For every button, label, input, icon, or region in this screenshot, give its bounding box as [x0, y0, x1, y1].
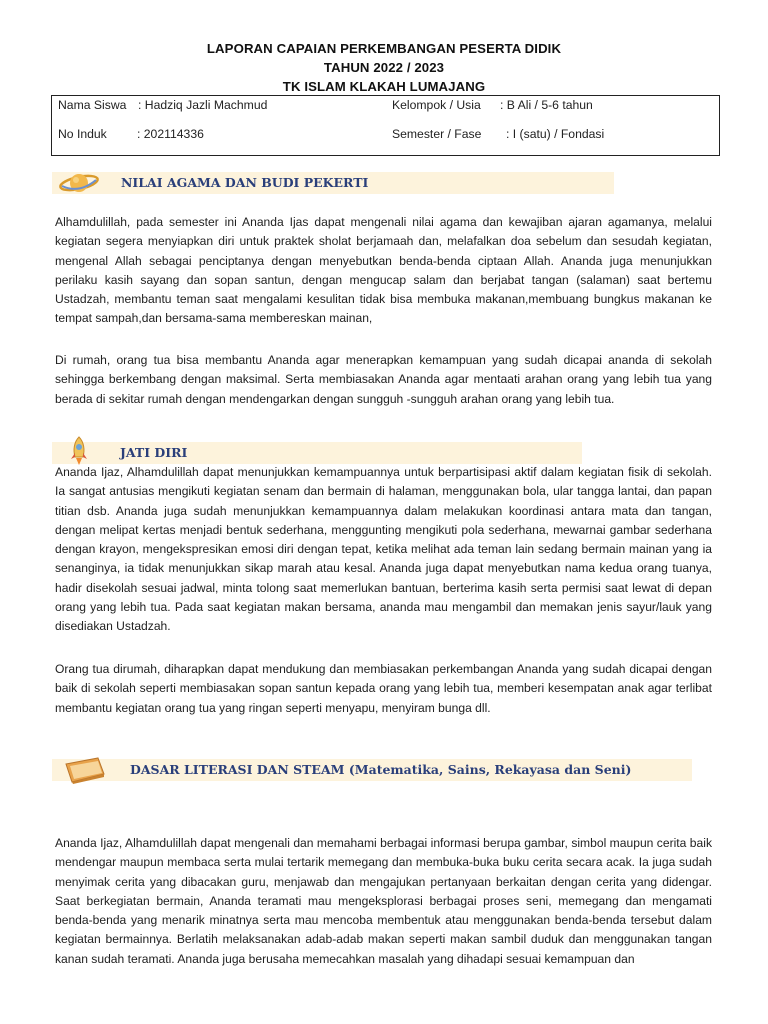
student-name-label: Nama Siswa: [58, 98, 127, 112]
planet-icon: [58, 168, 100, 203]
book-icon: [62, 756, 108, 789]
student-info-box: [51, 95, 720, 156]
student-induk-label: No Induk: [58, 127, 107, 141]
section-banner-agama: [52, 172, 614, 194]
agama-paragraph-2: Di rumah, orang tua bisa membantu Ananda agar menerapkan kemampuan yang sudah dicapai ananda di sekolah sehingga berkembang dengan maksimal. Serta membiasakan Ananda agar mentaati arahan orang yang lebih tua yang berada di sekitar rumah dengan mendengarkan dengan sungguh -sungguh arahan orang yang lebih tua.: [55, 353, 712, 406]
kelompok-value: : B Ali / 5-6 tahun: [500, 98, 593, 112]
section-title-agama: NILAI AGAMA DAN BUDI PEKERTI: [121, 175, 369, 190]
semester-label: Semester / Fase: [392, 127, 482, 141]
section-title-literasi: DASAR LITERASI DAN STEAM (Matematika, Sains, Rekayasa dan Seni): [130, 762, 632, 777]
literasi-paragraph-1: Ananda Ijaz, Alhamdulillah dapat mengenali dan memahami berbagai informasi berupa gambar, simbol maupun cerita baik mendengar maupun membaca serta mulai tertarik memegang dan membuka-buka buku cerita secara acak. Ia juga sudah menyimak cerita yang dibacakan guru, menjawab dan mengajukan pertanyaan berkaitan dengan cerita yang didengar. Saat berkegiatan bermain, Ananda teramati mau mengeksplorasi berbagai proses seni, memegang dan mengamati benda-benda yang menarik minatnya serta mau mencoba membentuk atau menggunakan benda-benda tersebut dalam kegiatan bermainnya. Berlatih melaksanakan adab-adab makan seperti makan sambil duduk dan menggunakan tangan kanan sudah teramati. Ananda juga berusaha memecahkan masalah yang dihadapi sesuai kemampuan dan: [55, 836, 712, 966]
section-title-jati-diri: JATI DIRI: [120, 445, 188, 460]
semester-row: [392, 127, 604, 141]
student-name-row: [58, 98, 267, 112]
section-banner-literasi: [52, 759, 692, 781]
section-banner-jati-diri: [52, 442, 582, 464]
student-induk-value: : 202114336: [137, 127, 204, 141]
report-title: LAPORAN CAPAIAN PERKEMBANGAN PESERTA DIDIK: [206, 41, 562, 56]
student-induk-row: [58, 127, 204, 141]
school-name: TK ISLAM KLAKAH LUMAJANG: [282, 79, 486, 94]
report-year: TAHUN 2022 / 2023: [323, 60, 445, 75]
jati-diri-paragraph-1: Ananda Ijaz, Alhamdulillah dapat menunjukkan kemampuannya untuk berpartisipasi aktif dalam kegiatan fisik di sekolah. Ia sangat antusias mengikuti kegiatan senam dan bermain di halaman, menggunakan bola, ular tangga lantai, dan papan titian dsb. Ananda juga sudah menunjukkan kemampuannya dalam melakukan koordinasi antara mata dan tangan, dengan melipat kertas menjadi bentuk sederhana, menggunting mengikuti pola sederhana, mewarnai gambar sederhana dengan krayon, mengekspresikan emosi diri dengan tepat, ketika melihat ada teman lain sedang bermain mainan yang ia senanginya, ia tidak menunjukkan sikap marah atau kesal. Ananda juga dapat menyebutkan nama kedua orang tuanya, hadir disekolah sesuai jadwal, minta tolong saat memerlukan bantuan, berterima kasih serta permisi saat lewat di depan orang yang lebih tua. Pada saat kegiatan makan bersama, ananda mau mengambil dan memakan jenis sayur/lauk yang disediakan Ustadzah.: [55, 465, 712, 634]
kelompok-row: [392, 98, 593, 112]
student-name-value: : Hadziq Jazli Machmud: [138, 98, 268, 112]
kelompok-label: Kelompok / Usia: [392, 98, 481, 112]
semester-value: : I (satu) / Fondasi: [506, 127, 605, 141]
jati-diri-paragraph-2: Orang tua dirumah, diharapkan dapat mendukung dan membiasakan perkembangan Ananda yang sudah dicapai dengan baik di sekolah seperti membiasakan sopan santun kepada orang yang lebih tua, memberi kesempatan anak agar terlibat membantu kegiatan orang tua yang ringan seperti menyapu, menyiram bunga dll.: [55, 662, 712, 715]
report-header: [0, 39, 768, 96]
agama-paragraph-1: Alhamdulillah, pada semester ini Ananda Ijas dapat mengenali nilai agama dan kewajiban ajaran agamanya, melalui kegiatan segera menyiapkan diri untuk praktek sholat berjamaah dan, melafalkan doa sebelum dan sesudah kegiatan, mengenal Allah sebagai penciptanya dengan menyebutkan benda-benda ciptaan Allah. Ananda juga menunjukkan perilaku kasih sayang dan sopan santun, dengan mengucap salam dan berjabat tangan (salaman) saat bertemu Ustadzah, membantu teman saat mengalami kesulitan tidak bisa membuka makanan,membuang bungkus makanan ke tempat sampah,dan bersama-sama membereskan mainan,: [55, 215, 712, 326]
